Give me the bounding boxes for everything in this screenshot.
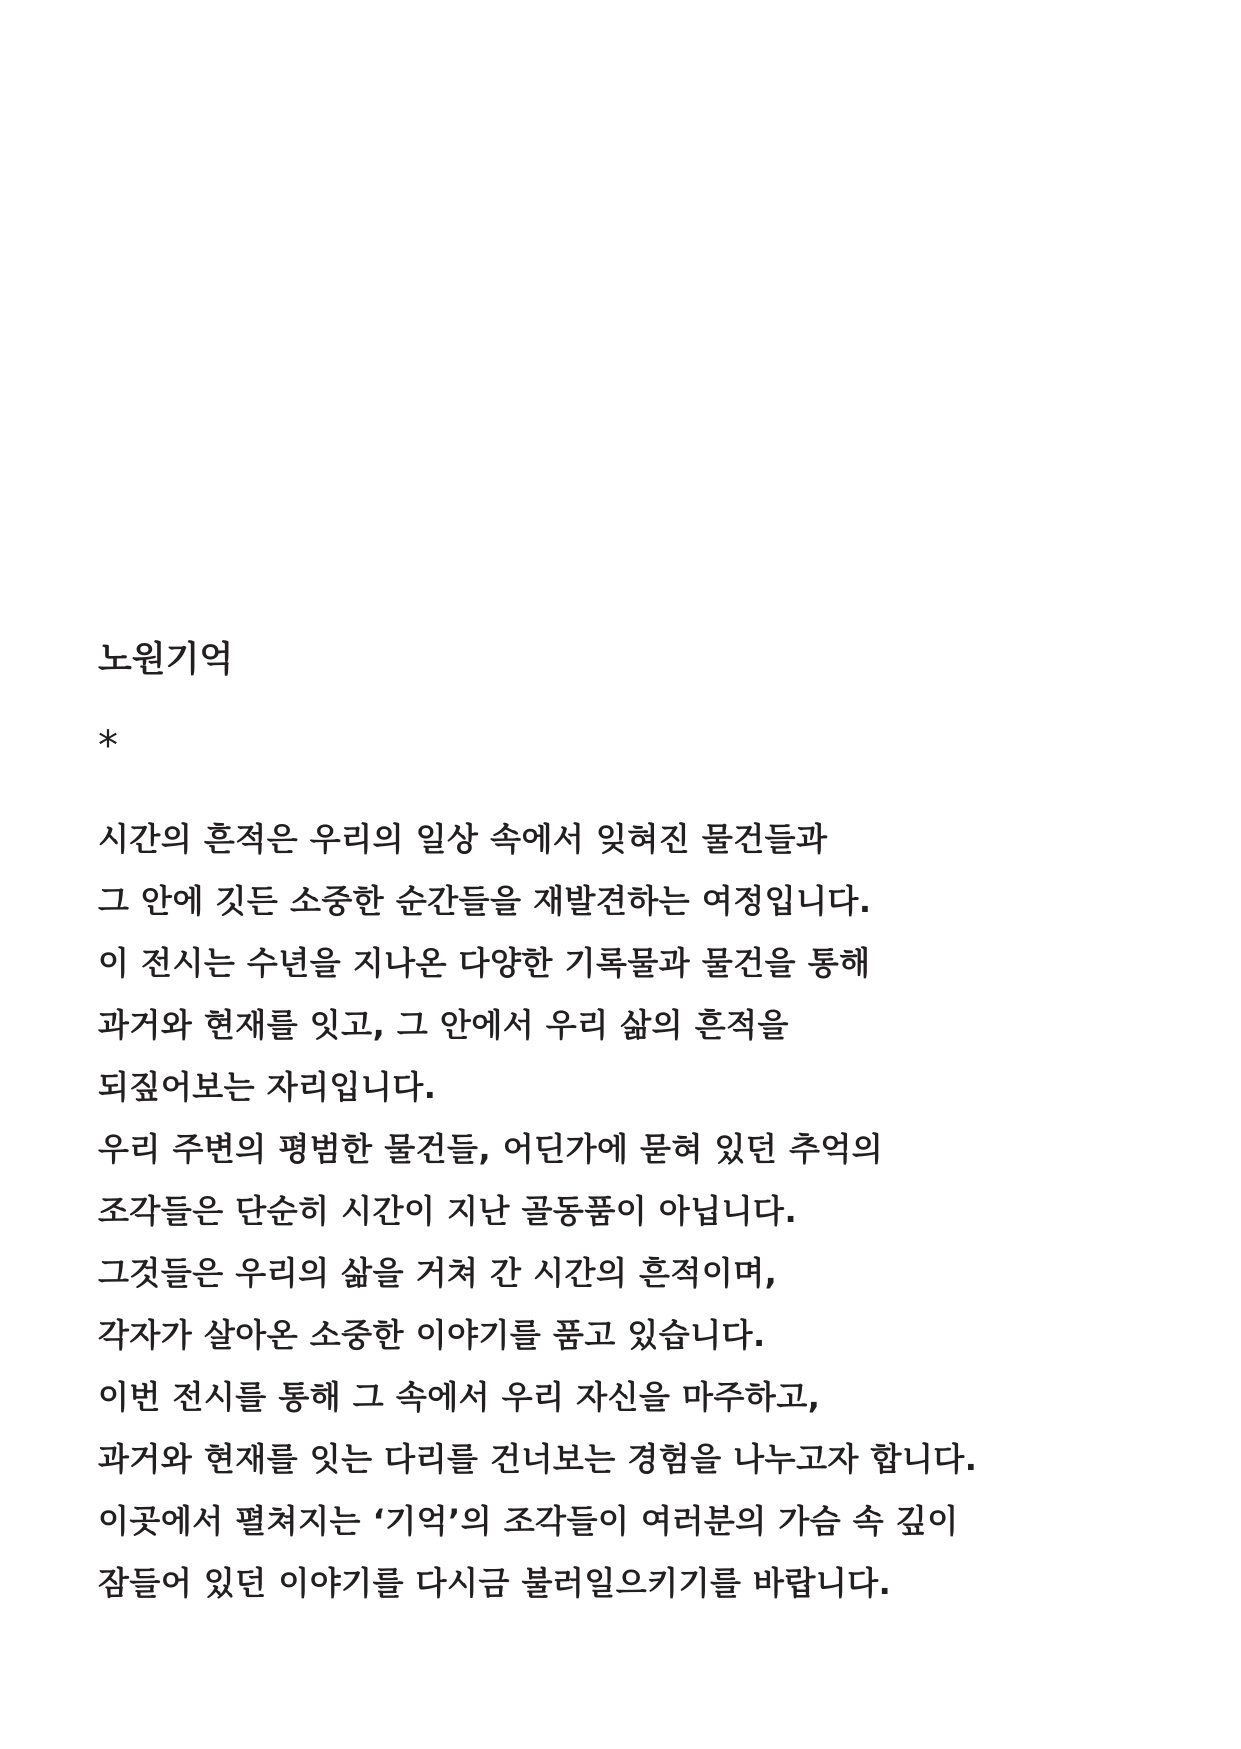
body-line: 시간의 흔적은 우리의 일상 속에서 잊혀진 물건들과	[98, 820, 828, 858]
body-line: 되짚어보는 자리입니다.	[98, 1068, 437, 1106]
separator-asterisk: *	[98, 723, 118, 769]
body-line: 그 안에 깃든 소중한 순간들을 재발견하는 여정입니다.	[98, 882, 872, 920]
body-line: 이번 전시를 통해 그 속에서 우리 자신을 마주하고,	[98, 1378, 821, 1416]
body-line: 그것들은 우리의 삶을 거쳐 간 시간의 흔적이며,	[98, 1254, 778, 1292]
body-paragraph	[98, 808, 1178, 1614]
page-title: 노원기억	[98, 640, 234, 680]
body-line: 우리 주변의 평범한 물건들, 어딘가에 묻혀 있던 추억의	[98, 1130, 884, 1168]
body-line: 각자가 살아온 소중한 이야기를 품고 있습니다.	[98, 1316, 766, 1354]
body-line: 과거와 현재를 잇고, 그 안에서 우리 삶의 흔적을	[98, 1006, 789, 1044]
body-line: 이 전시는 수년을 지나온 다양한 기록물과 물건을 통해	[98, 944, 871, 982]
body-line: 이곳에서 펼쳐지는 ‘기억’의 조각들이 여러분의 가슴 속 깊이	[98, 1502, 959, 1540]
body-line: 잠들어 있던 이야기를 다시금 불러일으키기를 바랍니다.	[98, 1564, 892, 1602]
body-line: 과거와 현재를 잇는 다리를 건너보는 경험을 나누고자 합니다.	[98, 1440, 978, 1478]
body-line: 조각들은 단순히 시간이 지난 골동품이 아닙니다.	[98, 1192, 798, 1230]
